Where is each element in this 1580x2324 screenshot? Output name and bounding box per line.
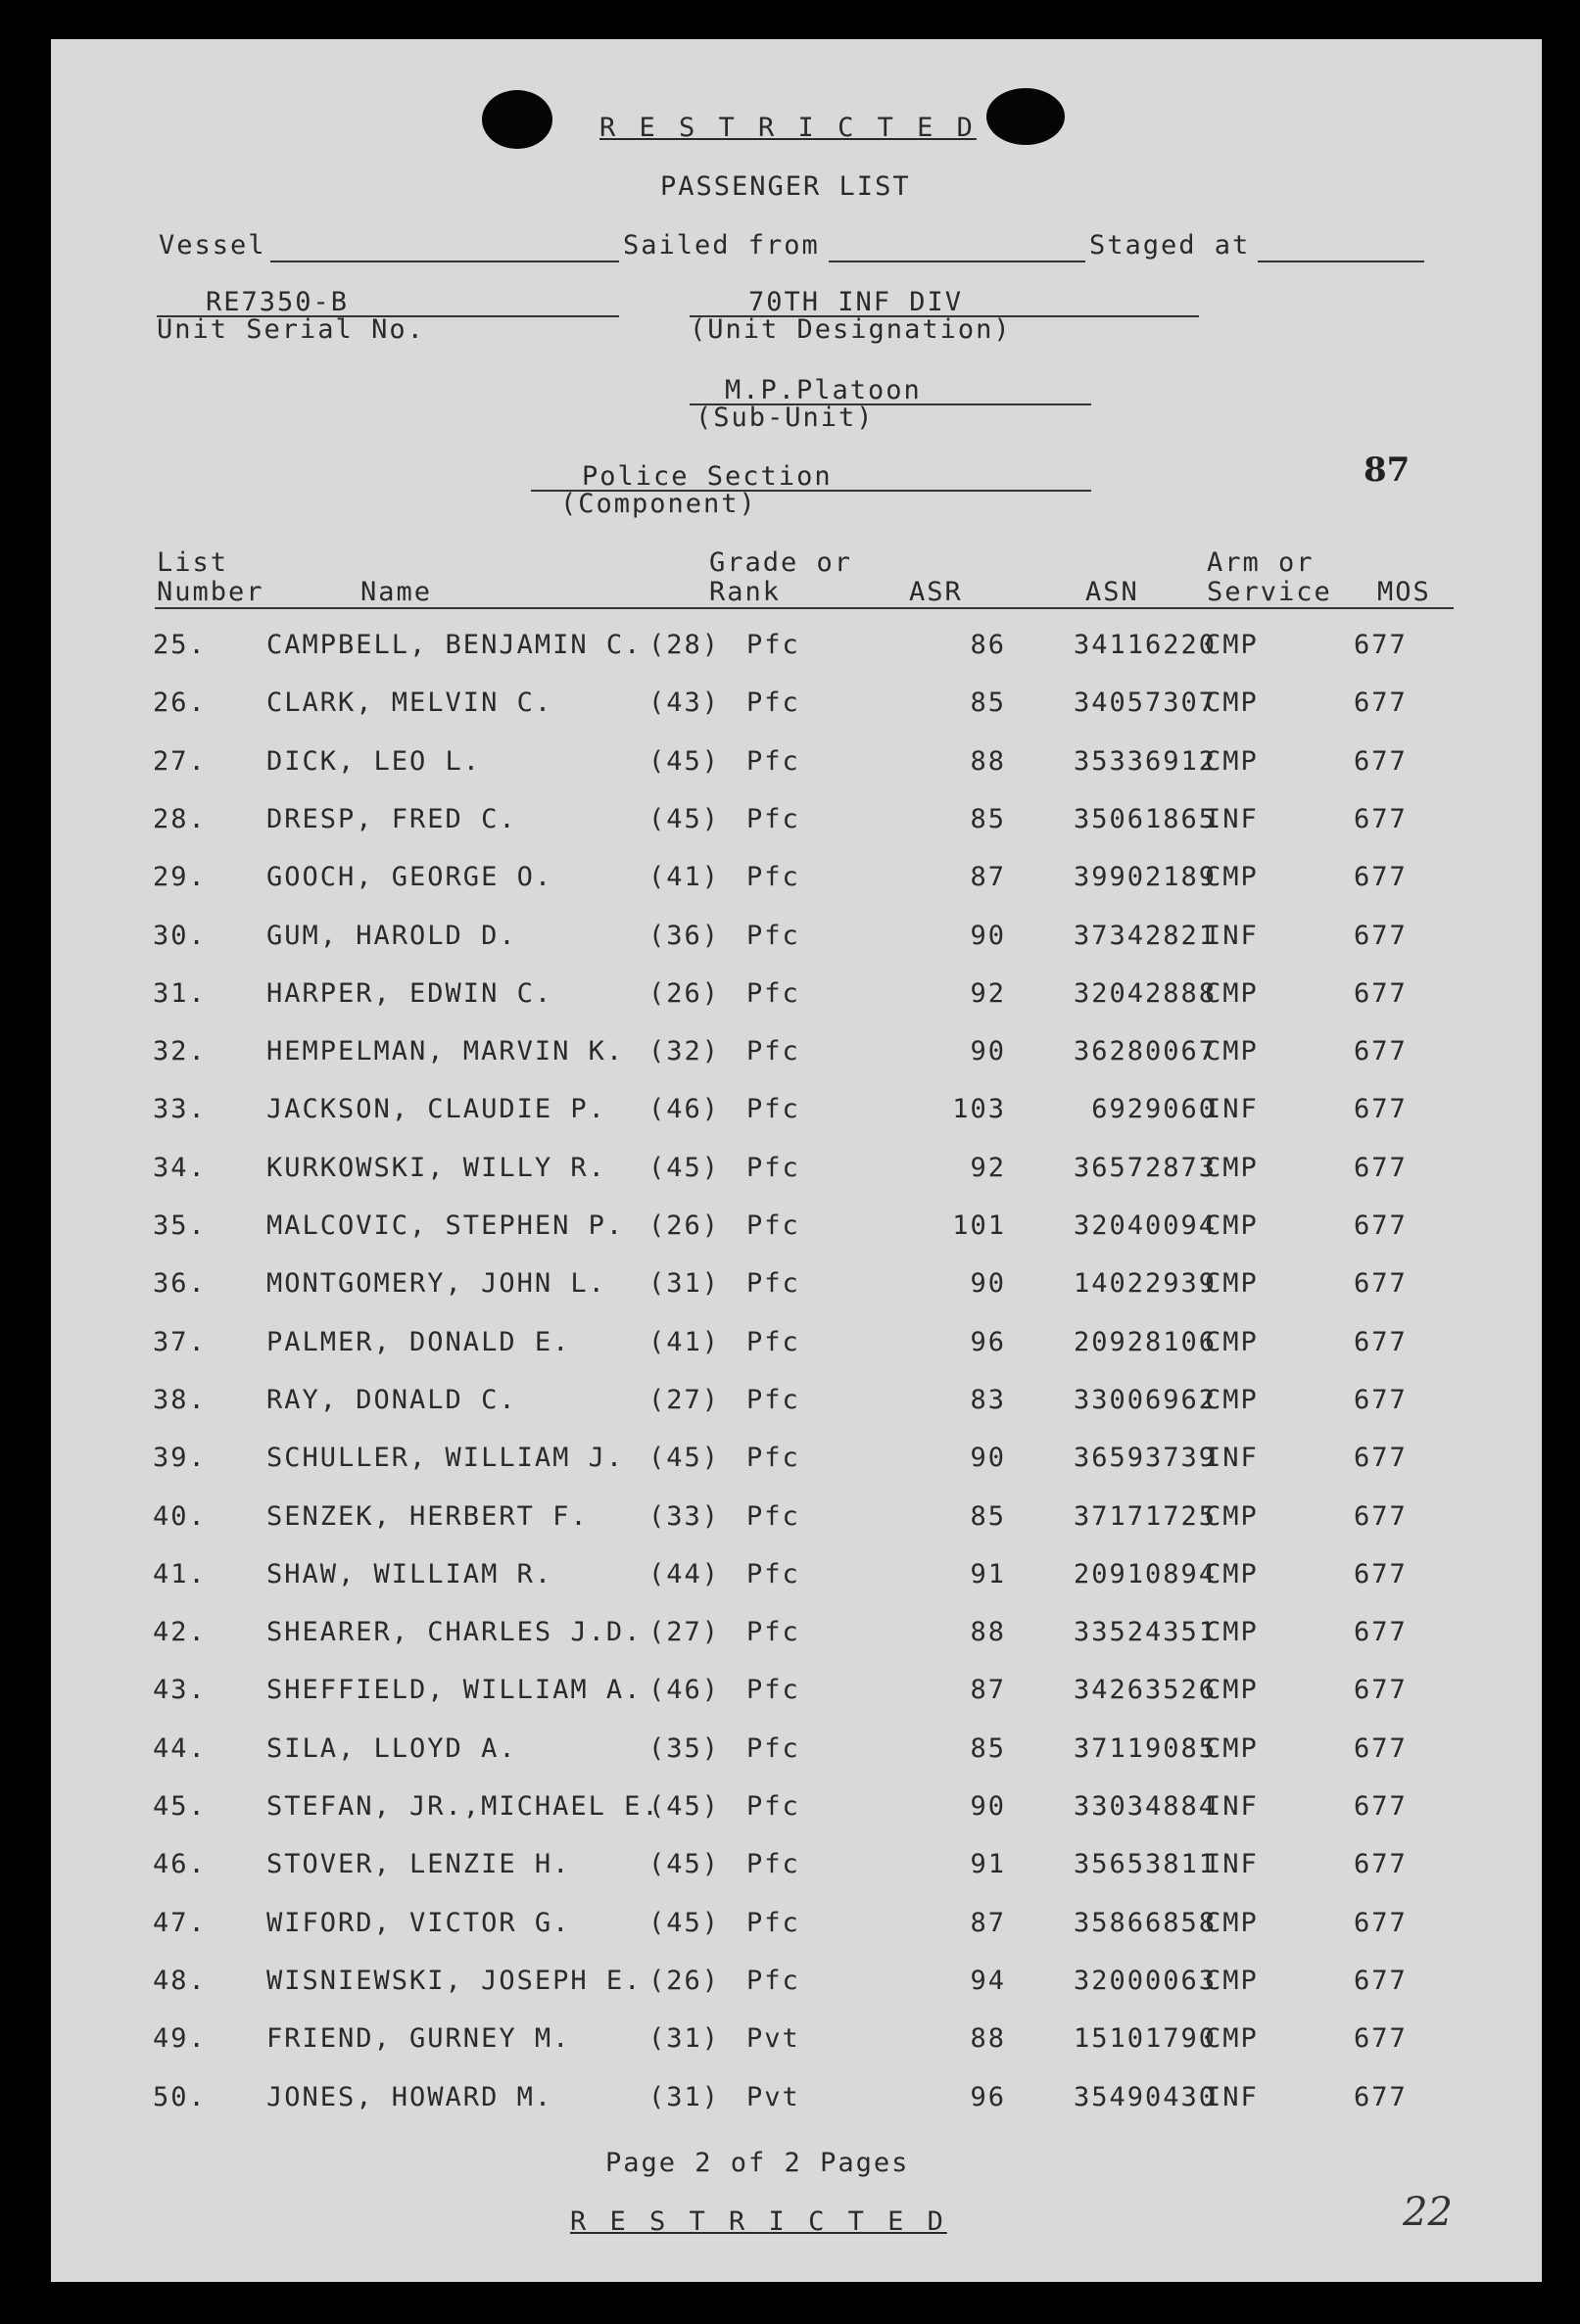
header-rule — [155, 607, 1454, 609]
passenger-name: JACKSON, CLAUDIE P. — [266, 1094, 606, 1124]
passenger-asr: 91 — [970, 1559, 1006, 1589]
passenger-mos: 677 — [1354, 921, 1408, 951]
passenger-asn: 35866858 — [1073, 1908, 1217, 1938]
row-number: 31. — [153, 978, 207, 1009]
passenger-mos: 677 — [1354, 1559, 1408, 1589]
component-value: Police Section — [582, 461, 833, 492]
passenger-rank: Pfc — [746, 1501, 800, 1532]
passenger-asr: 90 — [970, 1036, 1006, 1067]
passenger-asn: 35336912 — [1073, 746, 1217, 777]
component-label: (Component) — [560, 489, 757, 519]
passenger-asr: 87 — [970, 1675, 1006, 1705]
passenger-asr: 83 — [970, 1385, 1006, 1415]
restricted-header: R E S T R I C T E D — [599, 113, 977, 143]
passenger-asr: 103 — [952, 1094, 1006, 1124]
row-number: 50. — [153, 2082, 207, 2112]
row-number: 38. — [153, 1385, 207, 1415]
passenger-mos: 677 — [1354, 1791, 1408, 1822]
row-number: 40. — [153, 1501, 207, 1532]
passenger-grade: (45) — [648, 1443, 721, 1473]
passenger-name: HARPER, EDWIN C. — [266, 978, 553, 1009]
passenger-rank: Pfc — [746, 1153, 800, 1183]
sub-unit-label: (Sub-Unit) — [695, 403, 875, 433]
passenger-arm: CMP — [1205, 1733, 1259, 1764]
col-asn: ASN — [1085, 577, 1139, 607]
passenger-arm: CMP — [1205, 1385, 1259, 1415]
passenger-asn: 32042888 — [1073, 978, 1217, 1009]
row-number: 49. — [153, 2023, 207, 2054]
passenger-asr: 88 — [970, 746, 1006, 777]
passenger-grade: (43) — [648, 688, 721, 718]
passenger-rank: Pfc — [746, 1733, 800, 1764]
passenger-arm: CMP — [1205, 1327, 1259, 1357]
row-number: 25. — [153, 630, 207, 660]
passenger-rank: Pfc — [746, 630, 800, 660]
passenger-arm: INF — [1205, 1443, 1259, 1473]
row-number: 46. — [153, 1849, 207, 1879]
passenger-rank: Pvt — [746, 2082, 800, 2112]
passenger-asn: 36572873 — [1073, 1153, 1217, 1183]
row-number: 45. — [153, 1791, 207, 1822]
row-number: 34. — [153, 1153, 207, 1183]
passenger-arm: INF — [1205, 1791, 1259, 1822]
passenger-asr: 91 — [970, 1849, 1006, 1879]
passenger-mos: 677 — [1354, 978, 1408, 1009]
passenger-grade: (27) — [648, 1617, 721, 1647]
passenger-rank: Pfc — [746, 1675, 800, 1705]
passenger-name: STOVER, LENZIE H. — [266, 1849, 571, 1879]
passenger-arm: CMP — [1205, 1501, 1259, 1532]
passenger-mos: 677 — [1354, 1094, 1408, 1124]
passenger-arm: CMP — [1205, 1908, 1259, 1938]
row-number: 29. — [153, 862, 207, 892]
passenger-arm: CMP — [1205, 1210, 1259, 1241]
row-number: 35. — [153, 1210, 207, 1241]
passenger-asn: 34116220 — [1073, 630, 1217, 660]
passenger-asn: 15101790 — [1073, 2023, 1217, 2054]
passenger-arm: CMP — [1205, 688, 1259, 718]
passenger-grade: (31) — [648, 2023, 721, 2054]
passenger-name: SCHULLER, WILLIAM J. — [266, 1443, 625, 1473]
col-asr: ASR — [909, 577, 963, 607]
passenger-grade: (26) — [648, 978, 721, 1009]
passenger-asr: 85 — [970, 804, 1006, 834]
passenger-asn: 34263526 — [1073, 1675, 1217, 1705]
passenger-arm: CMP — [1205, 1153, 1259, 1183]
passenger-asr: 90 — [970, 921, 1006, 951]
passenger-mos: 677 — [1354, 804, 1408, 834]
col-mos: MOS — [1377, 577, 1431, 607]
col-arm-1: Arm or — [1207, 547, 1315, 578]
passenger-grade: (45) — [648, 1849, 721, 1879]
passenger-name: SHEFFIELD, WILLIAM A. — [266, 1675, 643, 1705]
passenger-mos: 677 — [1354, 1501, 1408, 1532]
passenger-asn: 33524351 — [1073, 1617, 1217, 1647]
passenger-mos: 677 — [1354, 1385, 1408, 1415]
passenger-arm: CMP — [1205, 978, 1259, 1009]
passenger-asn: 39902189 — [1073, 862, 1217, 892]
passenger-name: HEMPELMAN, MARVIN K. — [266, 1036, 625, 1067]
staged-at-label: Staged at — [1089, 230, 1251, 261]
passenger-rank: Pfc — [746, 1210, 800, 1241]
passenger-asn: 20910894 — [1073, 1559, 1217, 1589]
passenger-rank: Pfc — [746, 1385, 800, 1415]
row-number: 41. — [153, 1559, 207, 1589]
passenger-name: SILA, LLOYD A. — [266, 1733, 517, 1764]
passenger-name: SHAW, WILLIAM R. — [266, 1559, 553, 1589]
passenger-asn: 36593739 — [1073, 1443, 1217, 1473]
passenger-grade: (32) — [648, 1036, 721, 1067]
sailed-from-label: Sailed from — [623, 230, 820, 261]
vessel-label: Vessel — [159, 230, 266, 261]
passenger-asn: 33006962 — [1073, 1385, 1217, 1415]
passenger-mos: 677 — [1354, 1675, 1408, 1705]
document-page — [51, 39, 1542, 2282]
passenger-mos: 677 — [1354, 1733, 1408, 1764]
passenger-grade: (45) — [648, 804, 721, 834]
passenger-asn: 35061865 — [1073, 804, 1217, 834]
passenger-arm: INF — [1205, 804, 1259, 834]
row-number: 33. — [153, 1094, 207, 1124]
passenger-asr: 90 — [970, 1791, 1006, 1822]
passenger-name: SHEARER, CHARLES J.D. — [266, 1617, 643, 1647]
row-number: 30. — [153, 921, 207, 951]
passenger-rank: Pfc — [746, 978, 800, 1009]
passenger-asr: 88 — [970, 2023, 1006, 2054]
passenger-asr: 92 — [970, 978, 1006, 1009]
passenger-asr: 92 — [970, 1153, 1006, 1183]
passenger-asn: 14022939 — [1073, 1268, 1217, 1299]
passenger-asn: 37171725 — [1073, 1501, 1217, 1532]
passenger-rank: Pfc — [746, 804, 800, 834]
passenger-arm: CMP — [1205, 1036, 1259, 1067]
passenger-name: KURKOWSKI, WILLY R. — [266, 1153, 606, 1183]
passenger-name: DICK, LEO L. — [266, 746, 482, 777]
row-number: 42. — [153, 1617, 207, 1647]
passenger-grade: (45) — [648, 1791, 721, 1822]
passenger-arm: CMP — [1205, 862, 1259, 892]
passenger-mos: 677 — [1354, 630, 1408, 660]
passenger-mos: 677 — [1354, 1327, 1408, 1357]
passenger-rank: Pfc — [746, 1094, 800, 1124]
passenger-grade: (31) — [648, 2082, 721, 2112]
passenger-mos: 677 — [1354, 1153, 1408, 1183]
passenger-mos: 677 — [1354, 1849, 1408, 1879]
passenger-grade: (35) — [648, 1733, 721, 1764]
passenger-mos: 677 — [1354, 688, 1408, 718]
vessel-blank — [270, 261, 619, 262]
passenger-rank: Pfc — [746, 1849, 800, 1879]
passenger-asr: 88 — [970, 1617, 1006, 1647]
passenger-rank: Pfc — [746, 688, 800, 718]
passenger-grade: (45) — [648, 746, 721, 777]
row-number: 39. — [153, 1443, 207, 1473]
passenger-arm: INF — [1205, 1849, 1259, 1879]
row-number: 37. — [153, 1327, 207, 1357]
passenger-grade: (45) — [648, 1908, 721, 1938]
passenger-mos: 677 — [1354, 1617, 1408, 1647]
passenger-asn: 37342821 — [1073, 921, 1217, 951]
row-number: 32. — [153, 1036, 207, 1067]
col-arm-2: Service — [1207, 577, 1332, 607]
handwritten-page-number: 22 — [1403, 2190, 1453, 2235]
passenger-asr: 96 — [970, 2082, 1006, 2112]
passenger-asr: 86 — [970, 630, 1006, 660]
passenger-name: WISNIEWSKI, JOSEPH E. — [266, 1966, 643, 1996]
passenger-mos: 677 — [1354, 1443, 1408, 1473]
passenger-name: WIFORD, VICTOR G. — [266, 1908, 571, 1938]
passenger-arm: CMP — [1205, 746, 1259, 777]
passenger-asr: 90 — [970, 1268, 1006, 1299]
unit-serial-value: RE7350-B — [206, 287, 350, 317]
passenger-name: SENZEK, HERBERT F. — [266, 1501, 589, 1532]
passenger-rank: Pfc — [746, 1908, 800, 1938]
col-name: Name — [360, 577, 433, 607]
passenger-name: GOOCH, GEORGE O. — [266, 862, 553, 892]
passenger-grade: (44) — [648, 1559, 721, 1589]
page-stamp-number: 87 — [1364, 451, 1411, 490]
punch-hole-left — [482, 90, 552, 149]
passenger-asr: 85 — [970, 688, 1006, 718]
passenger-name: FRIEND, GURNEY M. — [266, 2023, 571, 2054]
passenger-grade: (46) — [648, 1094, 721, 1124]
passenger-mos: 677 — [1354, 1908, 1408, 1938]
passenger-asr: 96 — [970, 1327, 1006, 1357]
page-count-text: Page 2 of 2 Pages — [605, 2148, 910, 2178]
passenger-asr: 87 — [970, 1908, 1006, 1938]
passenger-mos: 677 — [1354, 862, 1408, 892]
passenger-arm: CMP — [1205, 1675, 1259, 1705]
passenger-asn: 35653811 — [1073, 1849, 1217, 1879]
row-number: 48. — [153, 1966, 207, 1996]
passenger-asn: 6929060 — [1091, 1094, 1217, 1124]
passenger-arm: INF — [1205, 921, 1259, 951]
passenger-arm: INF — [1205, 2082, 1259, 2112]
passenger-rank: Pfc — [746, 1966, 800, 1996]
passenger-grade: (31) — [648, 1268, 721, 1299]
passenger-grade: (27) — [648, 1385, 721, 1415]
row-number: 47. — [153, 1908, 207, 1938]
row-number: 28. — [153, 804, 207, 834]
passenger-rank: Pfc — [746, 1327, 800, 1357]
document-title: PASSENGER LIST — [660, 171, 911, 202]
passenger-name: RAY, DONALD C. — [266, 1385, 517, 1415]
passenger-asn: 36280067 — [1073, 1036, 1217, 1067]
sailed-from-blank — [829, 261, 1085, 262]
passenger-rank: Pfc — [746, 1036, 800, 1067]
row-number: 27. — [153, 746, 207, 777]
passenger-asn: 20928106 — [1073, 1327, 1217, 1357]
passenger-arm: CMP — [1205, 2023, 1259, 2054]
staged-at-blank — [1258, 261, 1424, 262]
col-list-number-1: List — [157, 547, 229, 578]
row-number: 26. — [153, 688, 207, 718]
passenger-grade: (41) — [648, 862, 721, 892]
col-grade-2: Rank — [709, 577, 782, 607]
passenger-name: GUM, HAROLD D. — [266, 921, 517, 951]
punch-hole-right — [986, 88, 1065, 145]
passenger-arm: CMP — [1205, 630, 1259, 660]
passenger-grade: (45) — [648, 1153, 721, 1183]
passenger-name: MONTGOMERY, JOHN L. — [266, 1268, 606, 1299]
passenger-mos: 677 — [1354, 746, 1408, 777]
passenger-asr: 85 — [970, 1501, 1006, 1532]
col-grade-1: Grade or — [709, 547, 853, 578]
passenger-mos: 677 — [1354, 1268, 1408, 1299]
passenger-grade: (41) — [648, 1327, 721, 1357]
row-number: 36. — [153, 1268, 207, 1299]
passenger-mos: 677 — [1354, 1210, 1408, 1241]
passenger-rank: Pfc — [746, 1268, 800, 1299]
passenger-rank: Pfc — [746, 921, 800, 951]
restricted-footer: R E S T R I C T E D — [570, 2206, 947, 2237]
passenger-asn: 33034884 — [1073, 1791, 1217, 1822]
passenger-asn: 37119085 — [1073, 1733, 1217, 1764]
sub-unit-value: M.P.Platoon — [725, 375, 922, 405]
passenger-asr: 101 — [952, 1210, 1006, 1241]
passenger-asn: 34057307 — [1073, 688, 1217, 718]
passenger-rank: Pfc — [746, 862, 800, 892]
passenger-grade: (26) — [648, 1210, 721, 1241]
row-number: 44. — [153, 1733, 207, 1764]
passenger-arm: CMP — [1205, 1617, 1259, 1647]
passenger-asr: 90 — [970, 1443, 1006, 1473]
passenger-name: PALMER, DONALD E. — [266, 1327, 571, 1357]
passenger-name: CLARK, MELVIN C. — [266, 688, 553, 718]
passenger-rank: Pfc — [746, 1617, 800, 1647]
passenger-mos: 677 — [1354, 1036, 1408, 1067]
col-list-number-2: Number — [157, 577, 264, 607]
passenger-rank: Pfc — [746, 1559, 800, 1589]
passenger-asr: 85 — [970, 1733, 1006, 1764]
passenger-rank: Pfc — [746, 1443, 800, 1473]
passenger-grade: (26) — [648, 1966, 721, 1996]
passenger-asr: 94 — [970, 1966, 1006, 1996]
passenger-arm: INF — [1205, 1094, 1259, 1124]
passenger-asn: 32040094 — [1073, 1210, 1217, 1241]
passenger-rank: Pvt — [746, 2023, 800, 2054]
passenger-mos: 677 — [1354, 1966, 1408, 1996]
passenger-name: JONES, HOWARD M. — [266, 2082, 553, 2112]
passenger-rank: Pfc — [746, 746, 800, 777]
passenger-name: DRESP, FRED C. — [266, 804, 517, 834]
passenger-rank: Pfc — [746, 1791, 800, 1822]
unit-serial-label: Unit Serial No. — [157, 314, 425, 345]
passenger-name: STEFAN, JR.,MICHAEL E. — [266, 1791, 660, 1822]
passenger-arm: CMP — [1205, 1559, 1259, 1589]
unit-designation-value: 70TH INF DIV — [748, 287, 964, 317]
passenger-asn: 35490430 — [1073, 2082, 1217, 2112]
passenger-name: CAMPBELL, BENJAMIN C. — [266, 630, 643, 660]
passenger-grade: (36) — [648, 921, 721, 951]
row-number: 43. — [153, 1675, 207, 1705]
passenger-arm: CMP — [1205, 1268, 1259, 1299]
passenger-name: MALCOVIC, STEPHEN P. — [266, 1210, 625, 1241]
passenger-asn: 32000063 — [1073, 1966, 1217, 1996]
passenger-grade: (28) — [648, 630, 721, 660]
passenger-mos: 677 — [1354, 2023, 1408, 2054]
passenger-grade: (46) — [648, 1675, 721, 1705]
passenger-grade: (33) — [648, 1501, 721, 1532]
passenger-mos: 677 — [1354, 2082, 1408, 2112]
passenger-arm: CMP — [1205, 1966, 1259, 1996]
passenger-asr: 87 — [970, 862, 1006, 892]
unit-designation-label: (Unit Designation) — [690, 314, 1012, 345]
